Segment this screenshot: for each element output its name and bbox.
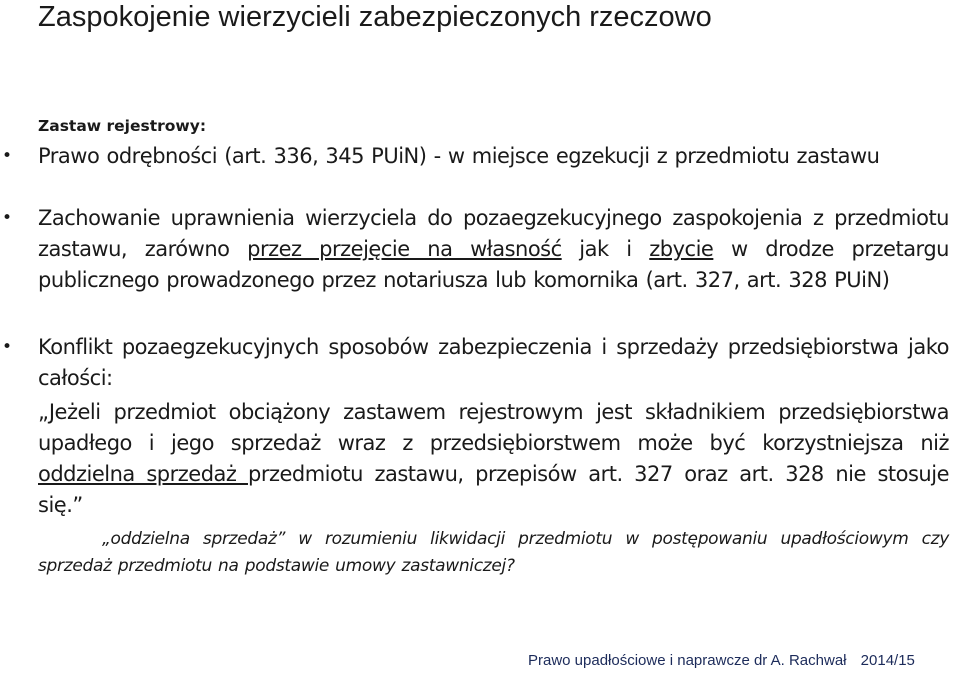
bullet-item-1: Prawo odrębności (art. 336, 345 PUiN) - w miejsce egzekucji z przedmiotu zastawu <box>38 144 880 168</box>
quote-text-b: przedmiotu zastawu, przepisów art. 327 oraz art. 328 nie stosuje się.” <box>38 462 949 517</box>
disposal-term: zbycie <box>649 237 714 261</box>
bullet-dot-icon: • <box>2 337 12 357</box>
statute-quote <box>38 397 949 521</box>
bullet-2-text-c: w drodze przetargu publicznego prowadzonego przez notariusza lub komornika (art. 327, art. 328 PUiN) <box>38 237 949 292</box>
slide-title: Zaspokojenie wierzycieli zabezpieczonych rzeczowo <box>38 1 712 33</box>
bullet-item-3: Konflikt pozaegzekucyjnych sposobów zabezpieczenia i sprzedaży przedsiębiorstwa jako całości: <box>38 335 949 390</box>
bullet-item-2 <box>38 203 949 296</box>
bullet-2-text-a: Zachowanie uprawnienia wierzyciela do pozaegzekucyjnego zaspokojenia z przedmiotu zastawu, zarówno <box>38 206 949 261</box>
taking-ownership-term: przez przejęcie na własność <box>247 237 562 261</box>
quote-text-a: „Jeżeli przedmiot obciążony zastawem rejestrowym jest składnikiem przedsiębiorstwa upadłego i jego sprzedaż wraz z przedsiębiorstwem może być korzystniejsza niż <box>38 400 949 455</box>
question-note: „oddzielna sprzedaż” w rozumieniu likwidacji przedmiotu w postępowaniu upadłościowym czy sprzedaż przedmiotu na podstawie umowy zastawniczej? <box>38 529 949 576</box>
bullet-dot-icon: • <box>2 146 12 166</box>
bullet-2-text-b: jak i <box>561 237 650 261</box>
footer-year: 2014/15 <box>860 652 915 669</box>
separate-sale-term: oddzielna sprzedaż <box>38 462 248 486</box>
slide-footer <box>528 651 925 671</box>
bullet-dot-icon: • <box>2 208 12 228</box>
section-label: Zastaw rejestrowy: <box>38 117 207 135</box>
footer-course: Prawo upadłościowe i naprawcze dr A. Rachwał <box>528 652 847 669</box>
